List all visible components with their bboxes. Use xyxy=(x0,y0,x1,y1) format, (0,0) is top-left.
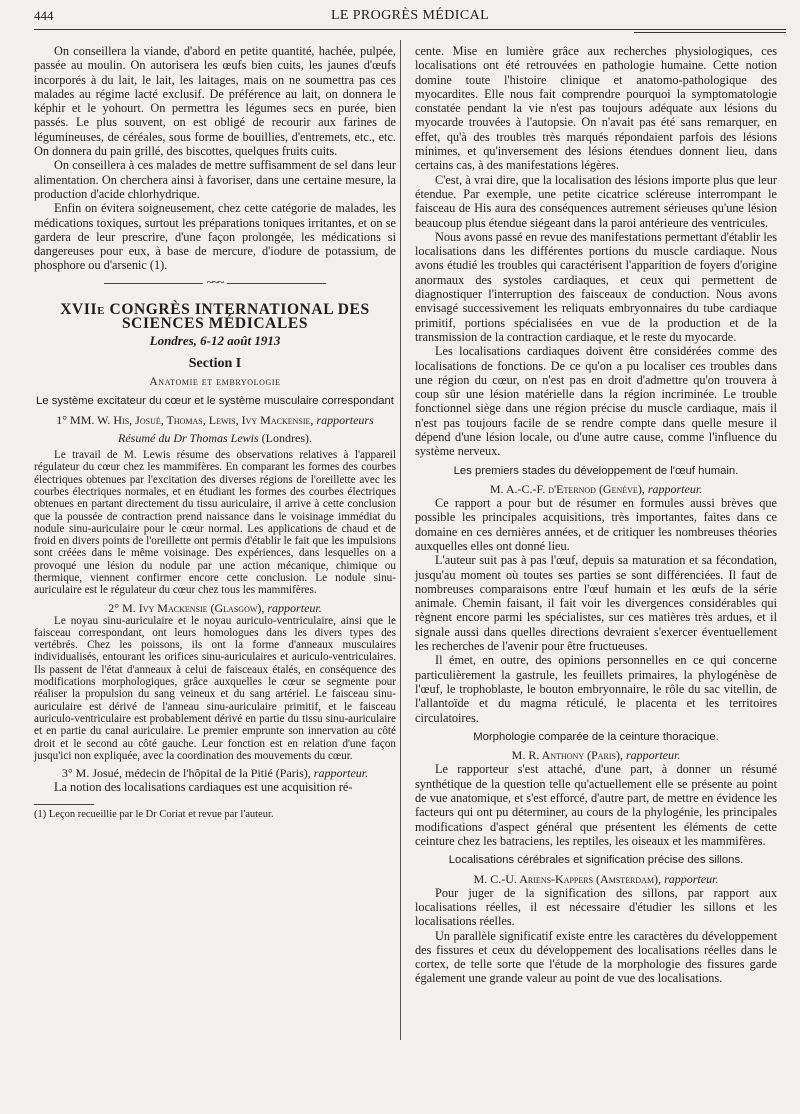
paragraph: Les localisations cardiaques doivent être considérées comme des localisations de fonctions. De ce qu'on a pu localiser ces troubles dans une région du cœur, on n'est pas en droit d'admettre qu'on trouvera à coup sûr une lésion matérielle dans la région incriminée. Le trouble fonctionnel siège dans une région précise du muscle cardiaque, mais il n'est pas toujours facile de se rendre compte dans quelle mesure il dépend d'une lésion locale, ou d'une autre cause, comme l'influence du système nerveux. xyxy=(415,344,777,459)
paragraph: La notion des localisations cardiaques est une acquisition ré- xyxy=(54,780,353,795)
congress-place-date: Londres, 6-12 août 1913 xyxy=(149,333,281,349)
resume-label: Résumé du Dr Thomas Lewis xyxy=(118,430,259,445)
header-rule-double xyxy=(634,32,786,33)
footnote-rule xyxy=(34,804,94,805)
paragraph: Nous avons passé en revue des manifestations permettant d'établir les localisations dans les différentes portions du muscle cardiaque. Nous avons étudié les troubles qui caractérisent l'apparition de foyers d'origine anormaux des systoles cardiaques, et ceux qui permettent de diagnostiquer l'interruption des faisceaux de conduction. Nous avons envisagé successivement les reliquats embryonnaires du tube cardiaque primitif, portions spécialisées en vue de la production et de la transmission de la contraction cardiaque, et le reste du myocarde. xyxy=(415,229,777,344)
report-heading: Morphologie comparée de la ceinture thoracique. xyxy=(473,730,719,743)
congress-title: XVIIe CONGRÈS INTERNATIONAL DES SCIENCES MÉDICALES xyxy=(60,300,370,333)
report-heading: Localisations cérébrales et signification précise des sillons. xyxy=(448,854,744,867)
paragraph: Le travail de M. Lewis résume des observations relatives à l'appareil régulateur du cœur chez les mammifères. En comparant les formes des courbes électriques obtenues par l'excitation des diverses régions de l'oreillette avec les courbes électriques normales, et en étudiant les formes des courbes électriques obtenues en partant directement du tissu auriculaire, il arrive à cette conclusion que la poussée de contraction prend naissance dans le voisinage immédiat du nodule sinu-auriculaire pour le cœur normal. Les applications de chaud et de froid en divers points de l'oreillette ont permis d'établir le fait que les impulsions sont créées dans le même voisinage. Des expériences, dans lesquelles on a provoqué une lésion du nodule par une action mécanique, chimique ou thermique, viennent confirmer encore cette conclusion. Le nodule sinu-auriculaire est le régulateur du cœur chez tous les mammifères. xyxy=(34,449,396,597)
rapporteur-line xyxy=(34,766,396,780)
rapporteur-name: 3° M. Josué, médecin de l'hôpital de la Pitié (Paris), xyxy=(61,766,311,781)
paragraph: Le rapporteur s'est attaché, d'une part, à donner un résumé synthétique de la question telle qu'actuellement elle se présente au point de vue anatomique, et s'est efforcé, d'autre part, de mettre en évidence les facteurs qui ont pu déterminer, au cours de la phylogénie, les principales modifications d'aspect général que présentent les éléments de cette ceinture chez les batraciens, les reptiles, les oiseaux et les mammifères. xyxy=(415,762,777,848)
rapporteur-name: M. A.-C.-F. d'Eternod (Genève), xyxy=(489,482,645,497)
subsection-heading: Anatomie et embryologie xyxy=(149,375,281,388)
topic-title: Le système excitateur du cœur et le système musculaire correspondant xyxy=(36,395,394,408)
left-column xyxy=(34,44,396,821)
rapporteur-name: M. R. Anthony (Paris), xyxy=(511,748,623,763)
paragraph: Enfin on évitera soigneusement, chez cette catégorie de malades, les médications toxiques, surtout les préparations toniques irritantes, et on se gardera de leur prescrire, d'une façon prolongée, les médications si dangereuses pour eux, à base de mercure, d'iodure de potassium, de phosphore ou d'arsenic (1). xyxy=(34,201,396,273)
rapporteurs-names: 1° MM. W. His, Josué, Thomas, Lewis, Ivy Mackensie, xyxy=(56,412,314,427)
section-separator xyxy=(34,273,396,301)
rapporteur-role: rapporteur. xyxy=(626,748,681,763)
rapporteurs-role: rapporteurs xyxy=(316,412,374,427)
footnote: (1) Leçon recueillie par le Dr Coriat et revue par l'auteur. xyxy=(34,809,274,821)
paragraph: C'est, à vrai dire, que la localisation des lésions importe plus que leur étendue. Par exemple, une petite cicatrice scléreuse interrompant le faisceau de His aura des conséquences autrement sérieuses qu'une lésion beaucoup plus étendue siégeant dans la paroi antérieure des ventricules. xyxy=(415,172,777,230)
paragraph: cente. Mise en lumière grâce aux recherches physiologiques, ces localisations ont été retrouvées en pathologie humaine. Cette notion domine toute l'histoire clinique et anatomo-pathologique des myocardites. Elle nous fait comprendre pourquoi la symptomatologie constatée pendant la vie n'est pas toujours adéquate aux lésions du myocarde trouvées à l'autopsie. On n'avait pas été sans remarquer, en effet, qu'à des troubles très marqués répondaient parfois des lésions minimes, et qu'inversement des lésions étendues donnent lieu, dans certains cas, à des manifestations légères. xyxy=(415,44,777,173)
rapporteur-role: rapporteur. xyxy=(664,871,719,886)
paragraph: Un parallèle significatif existe entre les caractères du développement des fissures et ceux du développement des localisations réelles dans le cortex, de telle sorte que l'étude de la morphologie des fissures garde également une grande valeur au point de vue des localisations. xyxy=(415,928,777,986)
rapporteur-role: rapporteur. xyxy=(267,600,322,615)
rapporteur-line xyxy=(415,872,777,886)
paragraph: On conseillera la viande, d'abord en petite quantité, hachée, pulpée, passée au moulin. On autorisera les œufs bien cuits, les jaunes d'œufs incorporés à du lait, le lait, les laitages, mais on ne soumettra pas ces malades au régime lacté exclusif. De préférence au lait, on donnera le képhir et le yohourt. On permettra les légumes secs en purée, bien passés. Le plus souvent, on est obligé de recourir aux farines de légumineuses, de céréales, sous forme de bouillies, d'entremets, etc., etc. On donnera du pain grillé, des biscottes, quelques fruits cuits. xyxy=(34,44,396,159)
resume-line xyxy=(34,431,396,445)
rapporteur-name: 2° M. Ivy Mackensie (Glasgow), xyxy=(108,600,265,615)
rapporteur-role: rapporteur. xyxy=(647,482,703,497)
rapporteur-line xyxy=(415,482,777,496)
report-heading: Les premiers stades du développement de l'œuf humain. xyxy=(453,464,739,477)
rapporteur-name: M. C.-U. Ariens-Kappers (Amsterdam), xyxy=(473,871,662,886)
paragraph: L'auteur suit pas à pas l'œuf, depuis sa maturation et sa fécondation, jusqu'au moment où toutes ses parties se sont différenciées. Il faut de nombreuses comparaisons entre l'œuf humain et les œufs de la série animale. Chemin faisant, il fait voir les divergences considérables qui règnent encore parmi les spécialistes, sur ces matières très ardues, et il signale aussi dans quelles directions devraient s'exercer éventuellement les recherches de l'avenir pour être fructueuses. xyxy=(415,553,777,654)
page-header xyxy=(34,5,786,31)
paragraph: Ce rapport a pour but de résumer en formules aussi brèves que possible les principales acquisitions, très importantes, faites dans ce domaine en ces dernières années, et de critiquer les nombreuses théories auxquelles elles ont donné lieu. xyxy=(415,496,777,553)
resume-place: (Londres). xyxy=(261,430,312,445)
right-column xyxy=(415,44,777,986)
column-divider xyxy=(400,40,401,1040)
rapporteur-role: rapporteur. xyxy=(313,766,369,781)
page-number: 444 xyxy=(34,8,54,23)
separator-ornament: ~~~ xyxy=(203,275,227,289)
rapporteur-line xyxy=(415,748,777,762)
paragraph: Pour juger de la signification des sillons, par rapport aux localisations réelles, il est nécessaire d'étudier les sillons et les localisations réelles. xyxy=(415,885,777,929)
journal-title: LE PROGRÈS MÉDICAL xyxy=(330,8,490,23)
section-heading: Section I xyxy=(188,355,242,371)
header-rule xyxy=(34,29,786,30)
rapporteur-line xyxy=(34,601,396,615)
paragraph: Le noyau sinu-auriculaire et le noyau auriculo-ventriculaire, ainsi que le faisceau correspondant, ont leurs homologues dans les divers types des vertébrés. Chez les poissons, ils ont la forme d'anneaux musculaires individualisés, entourant les orifices sinu-auriculaires et auriculo-ventriculaires. Ils passent de l'état d'anneaux à celui de faisceaux étalés, en conséquence des modifications morphologiques, grâce auxquelles le cœur se segmente pour réaliser la propulsion du sang veineux et du sang artériel. Le faisceau sinu-auriculaire est dérivé de l'anneau sinu-auriculaire primitif, et le faisceau auriculo-ventriculaire est probablement dérivé en partie du tissu sinu-auriculaire et en partie du canal auriculaire. Le premier emprunte son innervation au côté droit et le second au côté gauche. Leur fonction est en relation d'une façon jusqu'ici non expliquée, avec la coordination des mouvements du cœur. xyxy=(34,614,396,762)
paragraph: Il émet, en outre, des opinions personnelles en ce qui concerne particulièrement la gastrule, les feuillets primaires, la phylogénèse de l'œuf, le trophoblaste, le bouton embryonnaire, le rôle du sac vitellin, de l'allantoïde et du magma réticulé, le placenta et les territoires circulatoires. xyxy=(415,653,777,725)
paragraph: On conseillera à ces malades de mettre suffisamment de sel dans leur alimentation. On cherchera ainsi à favoriser, dans une certaine mesure, la production d'acide chlorhydrique. xyxy=(34,158,396,201)
rapporteurs-line xyxy=(34,413,396,427)
